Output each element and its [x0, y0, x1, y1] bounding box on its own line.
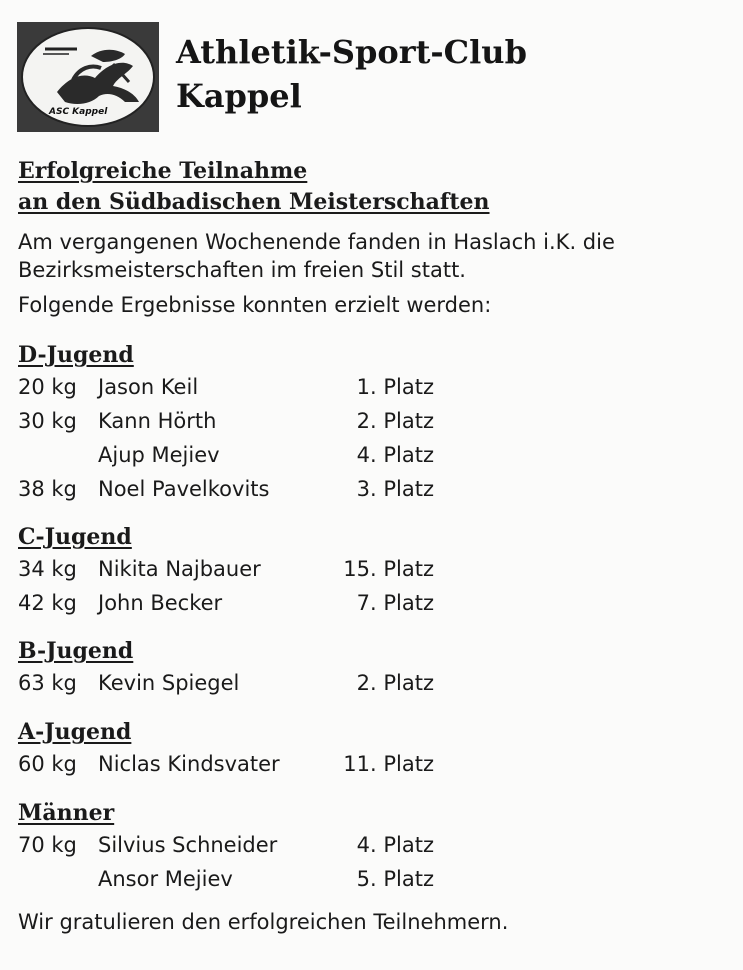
athlete-name: Noel Pavelkovits — [98, 477, 270, 501]
athlete-name: Nikita Najbauer — [98, 557, 261, 581]
result-row — [18, 747, 434, 781]
intro-line1: Am vergangenen Wochenende fanden in Haslach i.K. die — [18, 230, 615, 254]
placement: 11. Platz — [343, 752, 434, 776]
placement: 7. Platz — [356, 591, 434, 615]
result-row — [18, 472, 434, 506]
weight-class: 34 kg — [18, 557, 77, 581]
athlete-name: Ansor Mejiev — [98, 867, 233, 891]
weight-class: 63 kg — [18, 671, 77, 695]
athlete-name: Silvius Schneider — [98, 833, 278, 857]
weight-class: 70 kg — [18, 833, 77, 857]
result-row — [18, 370, 434, 404]
section-c-jugend — [18, 522, 434, 620]
athlete-name: Ajup Mejiev — [98, 443, 220, 467]
placement: 1. Platz — [356, 375, 434, 399]
result-row — [18, 438, 434, 472]
section-a-jugend — [18, 717, 434, 781]
placement: 4. Platz — [356, 443, 434, 467]
placement: 3. Platz — [356, 477, 434, 501]
result-row — [18, 862, 434, 896]
intro-text — [18, 228, 738, 319]
athlete-name: Kevin Spiegel — [98, 671, 240, 695]
weight-class: 20 kg — [18, 375, 77, 399]
intro-line2: Bezirksmeisterschaften im freien Stil statt. — [18, 258, 466, 282]
placement: 4. Platz — [356, 833, 434, 857]
placement: 2. Platz — [356, 671, 434, 695]
athlete-name: Jason Keil — [98, 375, 199, 399]
club-name-line1: Athletik-Sport-Club — [176, 33, 527, 71]
section-title: Männer — [18, 800, 115, 826]
section-title: D-Jugend — [18, 342, 134, 368]
article-headline — [18, 156, 490, 218]
club-name-line2: Kappel — [176, 77, 302, 115]
athlete-name: Kann Hörth — [98, 409, 217, 433]
placement: 15. Platz — [343, 557, 434, 581]
club-logo — [17, 22, 159, 132]
weight-class: 42 kg — [18, 591, 77, 615]
logo-text: ASC Kappel — [49, 107, 108, 117]
result-row — [18, 828, 434, 862]
section-title: C-Jugend — [18, 524, 132, 550]
section-title: A-Jugend — [18, 719, 132, 745]
weight-class: 38 kg — [18, 477, 77, 501]
section-d-jugend — [18, 340, 434, 506]
placement: 5. Platz — [356, 867, 434, 891]
headline-line1: Erfolgreiche Teilnahme — [18, 158, 308, 184]
section-title: B-Jugend — [18, 638, 134, 664]
section-b-jugend — [18, 636, 434, 700]
result-row — [18, 552, 434, 586]
headline-line2: an den Südbadischen Meisterschaften — [18, 189, 490, 215]
weight-class: 30 kg — [18, 409, 77, 433]
closing-text: Wir gratulieren den erfolgreichen Teilnehmern. — [18, 910, 509, 934]
result-row — [18, 586, 434, 620]
club-name — [176, 30, 527, 118]
athlete-name: Niclas Kindsvater — [98, 752, 280, 776]
result-row — [18, 666, 434, 700]
wrestlers-emblem-icon — [17, 22, 159, 132]
athlete-name: John Becker — [98, 591, 223, 615]
result-row — [18, 404, 434, 438]
intro-line3: Folgende Ergebnisse konnten erzielt werden: — [18, 293, 492, 317]
weight-class: 60 kg — [18, 752, 77, 776]
placement: 2. Platz — [356, 409, 434, 433]
section-maenner — [18, 798, 434, 896]
